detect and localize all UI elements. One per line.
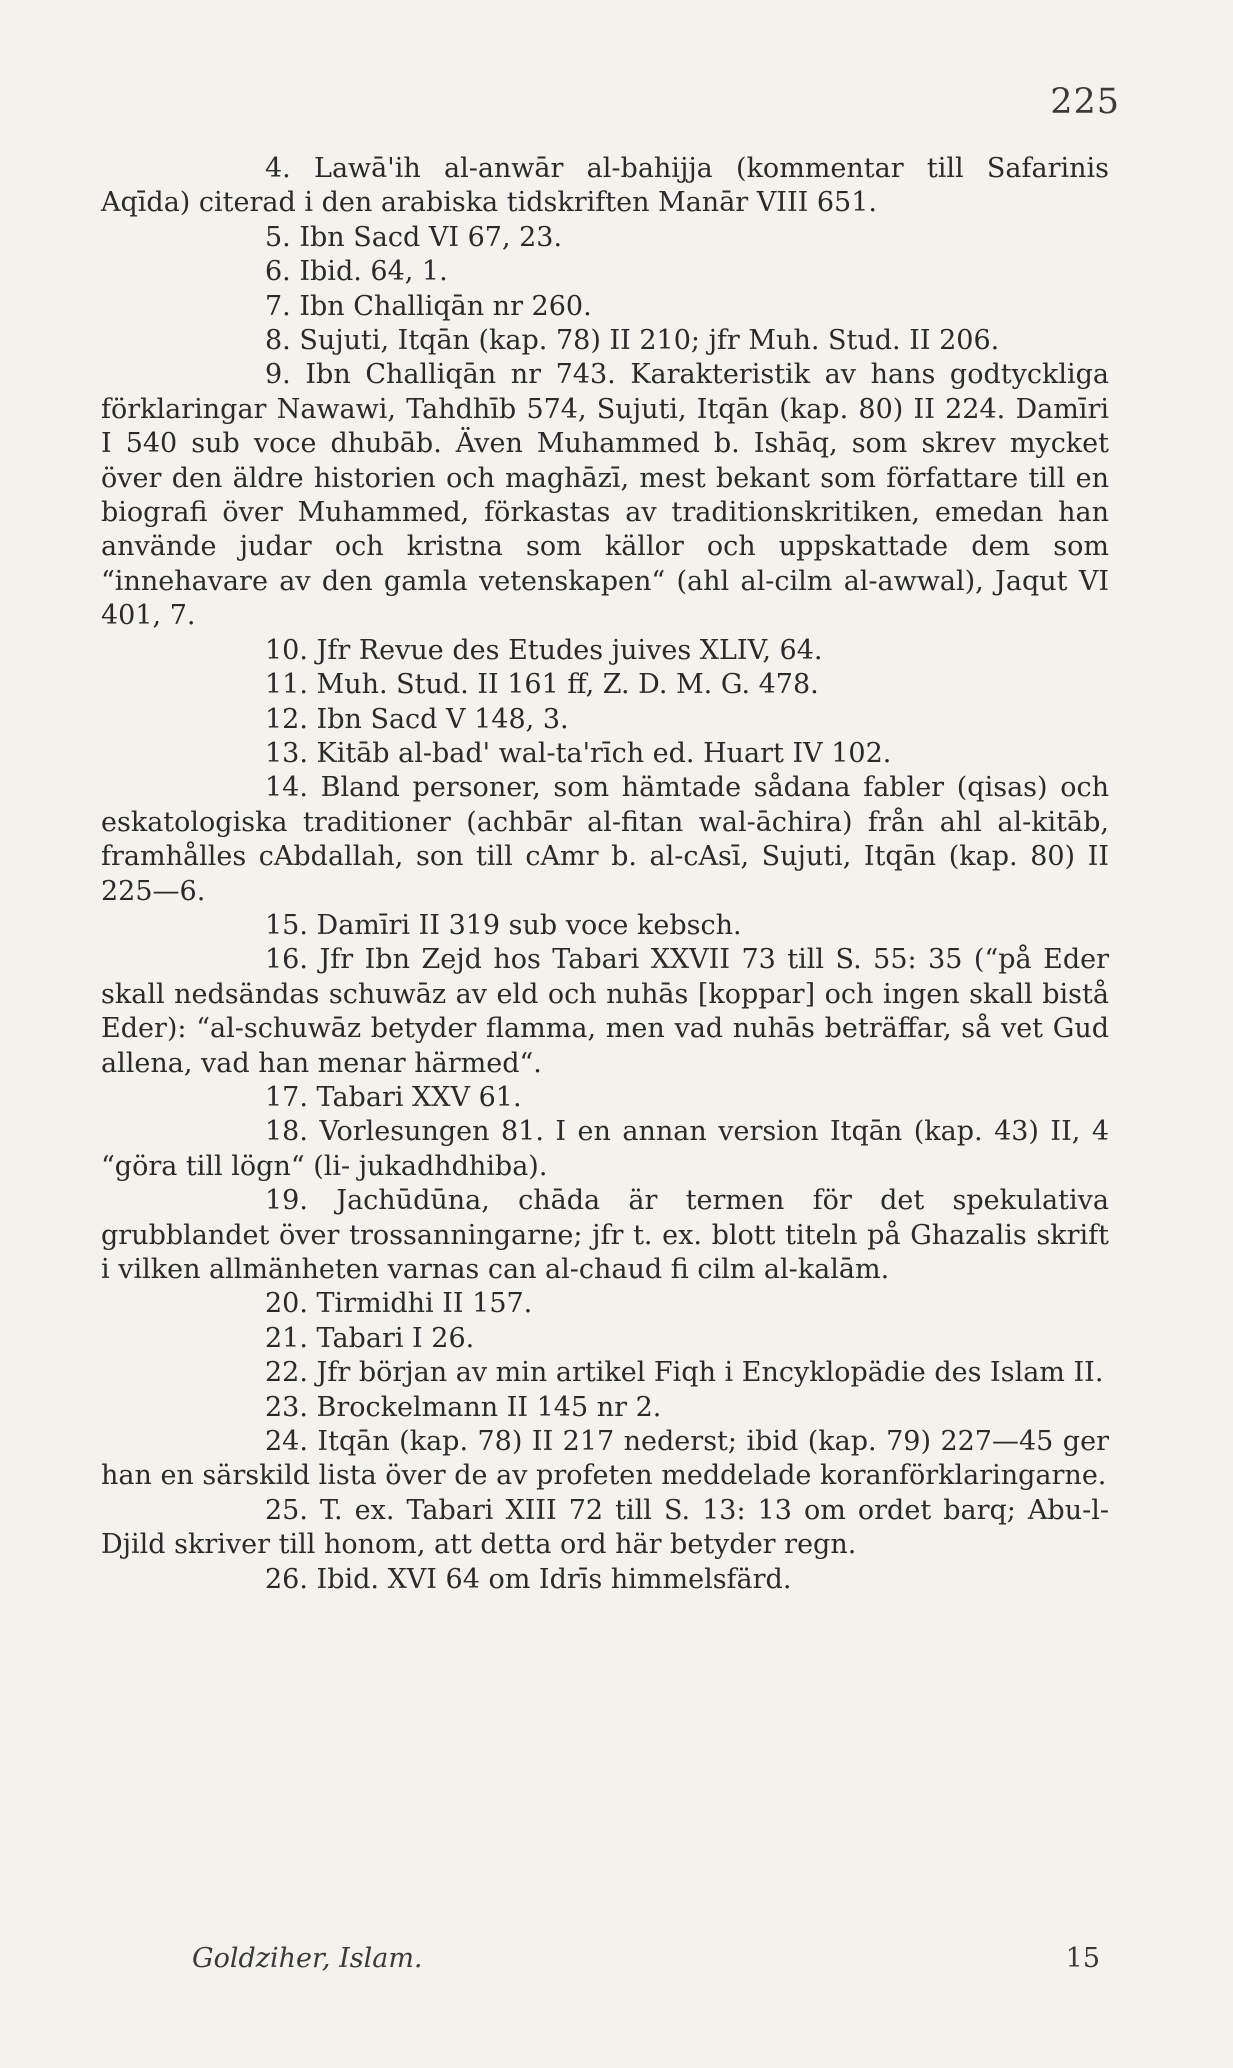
- footnote-text: Ibid. 64, 1.: [299, 256, 448, 288]
- footnote-number: 19.: [265, 1185, 308, 1217]
- footnote: [101, 290, 1109, 324]
- footnote: [101, 1391, 1109, 1425]
- footnote: [101, 668, 1109, 702]
- footnote-text: Damīri II 319 sub voce kebsch.: [316, 909, 742, 941]
- footnote-number: 21.: [265, 1322, 308, 1354]
- footnote-text: Jfr Ibn Zejd hos Tabari XXVII 73 till S. 55: 35 (“på Eder skall nedsändas schuwāz av eld och nuhās [koppar] och ingen skall bistå Eder): “al-schuwāz betyder flamma, men vad nuhās beträffar, så vet Gud allena, vad han menar härmed“.: [101, 944, 1109, 1079]
- footnote: [101, 221, 1109, 255]
- footnotes: [101, 152, 1109, 1597]
- footnote-number: 10.: [265, 634, 308, 666]
- footnote-number: 25.: [265, 1494, 308, 1526]
- footnote-number: 7.: [265, 290, 291, 322]
- footnote-number: 26.: [265, 1563, 308, 1595]
- footnote-text: Jachūdūna, chāda är termen för det spekulativa grubblandet över trossanningarne; jfr t. ex. blott titeln på Ghazalis skrift i vilken allmänheten varnas can al-chaud fi cilm al-kalām.: [101, 1185, 1109, 1285]
- footnote: [101, 1322, 1109, 1356]
- footnote-text: Ibn Challiqān nr 260.: [299, 290, 592, 322]
- footnote-text: Kitāb al-bad' wal-ta'rīch ed. Huart IV 102.: [316, 737, 892, 769]
- footnote-text: Lawā'ih al-anwār al-bahijja (kommentar till Safarinis Aqīda) citerad i den arabiska tidskriften Manār VIII 651.: [101, 153, 1109, 219]
- footnote-number: 18.: [265, 1116, 308, 1148]
- footnote-number: 11.: [265, 669, 308, 701]
- footnote-text: Tirmidhi II 157.: [316, 1288, 533, 1320]
- footnote: [101, 703, 1109, 737]
- footnote: [101, 1563, 1109, 1597]
- footnote-number: 4.: [265, 153, 291, 184]
- footnote-number: 17.: [265, 1081, 308, 1113]
- footnote-text: Ibid. XVI 64 om Idrīs himmelsfärd.: [316, 1563, 792, 1595]
- footnote-text: Tabari XXV 61.: [316, 1081, 522, 1113]
- footnote: [101, 1115, 1109, 1184]
- footnote-text: Jfr början av min artikel Fiqh i Encyklopädie des Islam II.: [316, 1357, 1104, 1389]
- footnote-number: 14.: [265, 772, 308, 804]
- footnote-text: Brockelmann II 145 nr 2.: [316, 1391, 662, 1423]
- footnote: [101, 771, 1109, 909]
- footnote: [101, 1425, 1109, 1494]
- footnote-number: 8.: [265, 325, 291, 357]
- footnote: [101, 1494, 1109, 1563]
- footnote-text: Vorlesungen 81. I en annan version Itqān (kap. 43) II, 4 “göra till lögn“ (li- jukadhdhiba).: [101, 1116, 1109, 1182]
- footnote: [101, 358, 1109, 633]
- footnote: [101, 943, 1109, 1081]
- footnote-text: Muh. Stud. II 161 ff, Z. D. M. G. 478.: [316, 669, 819, 701]
- footnote-number: 24.: [265, 1426, 308, 1458]
- footnote-number: 12.: [265, 703, 308, 735]
- footnote-number: 20.: [265, 1288, 308, 1320]
- footnote-text: Ibn Sacd VI 67, 23.: [299, 221, 563, 253]
- footnote-number: 13.: [265, 737, 308, 769]
- page-number: 225: [1050, 82, 1120, 122]
- footnote: [101, 1287, 1109, 1321]
- footnote-text: Ibn Sacd V 148, 3.: [316, 703, 569, 735]
- footnote: [101, 255, 1109, 289]
- footnote: [101, 324, 1109, 358]
- sheet-number: 15: [1065, 1943, 1100, 1974]
- footnote: [101, 909, 1109, 943]
- footnote: [101, 737, 1109, 771]
- footnote: [101, 152, 1109, 221]
- footnote-number: 15.: [265, 909, 308, 941]
- footnote-text: Bland personer, som hämtade sådana fabler (qisas) och eskatologiska traditioner (achbār al-fitan wal-āchira) från ahl al-kitāb, framhålles cAbdallah, son till cAmr b. al-cAsī, Sujuti, Itqān (kap. 80) II 225—6.: [101, 772, 1109, 907]
- footnote-text: Ibn Challiqān nr 743. Karakteristik av hans godtyckliga förklaringar Nawawi, Tahdhīb 574, Sujuti, Itqān (kap. 80) II 224. Damīri I 540 sub voce dhubāb. Även Muhammed b. Ishāq, som skrev mycket över den äldre historien och maghāzī, mest bekant som författare till en biografi över Muhammed, förkastas av traditionskritiken, emedan han använde judar och kristna som källor och uppskattade dem som “innehavare av den gamla vetenskapen“ (ahl al-cilm al-awwal), Jaqut VI 401, 7.: [101, 359, 1109, 632]
- footnote: [101, 1184, 1109, 1287]
- footnote-text: Sujuti, Itqān (kap. 78) II 210; jfr Muh. Stud. II 206.: [299, 325, 1000, 357]
- footnote: [101, 1356, 1109, 1390]
- footnote-number: 22.: [265, 1357, 308, 1389]
- footnote-text: Jfr Revue des Etudes juives XLIV, 64.: [316, 634, 823, 666]
- footnote-number: 6.: [265, 256, 291, 288]
- footnote-text: T. ex. Tabari XIII 72 till S. 13: 13 om ordet barq; Abu-l-Djild skriver till honom, att detta ord här betyder regn.: [101, 1494, 1109, 1561]
- footnote-text: Tabari I 26.: [316, 1322, 475, 1354]
- footnote-text: Itqān (kap. 78) II 217 nederst; ibid (kap. 79) 227—45 ger han en särskild lista över de av profeten meddelade koranförklaringarne.: [101, 1426, 1109, 1492]
- signature-mark: Goldziher, Islam.: [192, 1943, 423, 1974]
- footnote-number: 9.: [265, 359, 291, 391]
- footnote: [101, 1081, 1109, 1115]
- footnote: [101, 634, 1109, 668]
- footnote-number: 16.: [265, 944, 308, 976]
- footnote-number: 23.: [265, 1391, 308, 1423]
- footnote-number: 5.: [265, 221, 291, 253]
